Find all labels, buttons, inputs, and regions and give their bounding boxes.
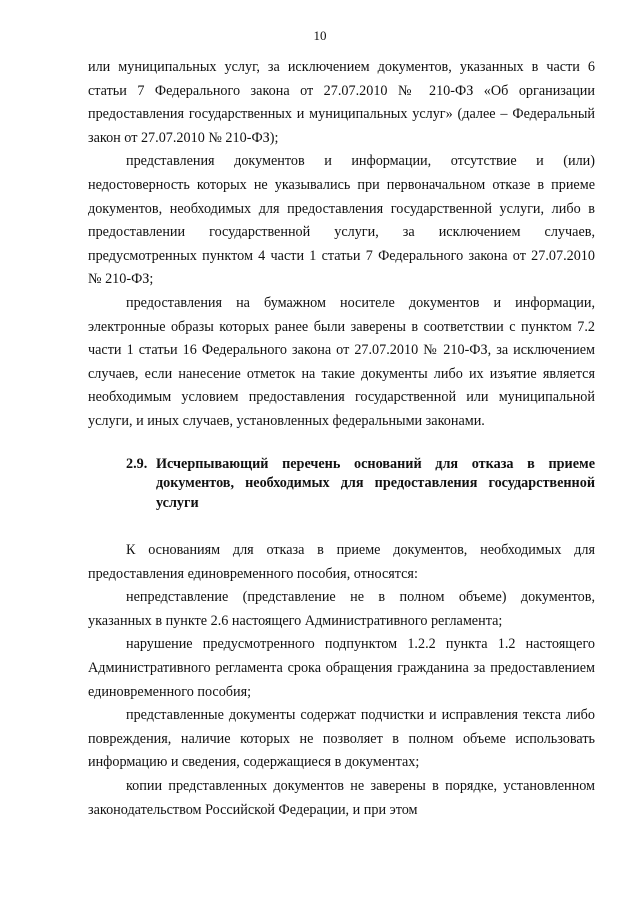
paragraph-documents-information: представления документов и информации, отсутствие и (или) недостоверность которых не указывались при первоначальном отказе в приеме документов, необходимых для предоставления государственной услуги, либо в предоставлении государственной услуги, за исключением случаев, предусмотренных пунктом 4 части 1 статьи 7 Федерального закона от 27.07.2010 № 210-ФЗ; [88, 153, 595, 288]
paragraph-ground-damaged-documents: представленные документы содержат подчистки и исправления текста либо повреждения, наличие которых не позволяет в полном объеме использовать информацию и сведения, содержащиеся в документах; [88, 707, 595, 771]
section-title: Исчерпывающий перечень оснований для отказа в приеме документов, необходимых для предоставления государственной услуги [156, 455, 595, 511]
paragraph-ground-incomplete-documents: непредставление (представление не в полном объеме) документов, указанных в пункте 2.6 настоящего Административного регламента; [88, 589, 595, 629]
document-body [88, 56, 595, 822]
section-heading [88, 455, 595, 514]
page-number: 10 [313, 28, 327, 43]
paragraph-continuation: или муниципальных услуг, за исключением документов, указанных в части 6 статьи 7 Федерального закона от 27.07.2010 № 210-ФЗ «Об организации предоставления государственных и муниципальных услуг» (далее – Федеральный закон от 27.07.2010 № 210-ФЗ); [88, 59, 595, 146]
paragraph-paper-documents: предоставления на бумажном носителе документов и информации, электронные образы которых ранее были заверены в соответствии с пунктом 7.2 части 1 статьи 16 Федерального закона от 27.07.2010 № 210-ФЗ, за исключением случаев, если нанесение отметок на такие документы либо их изъятие является необходимым условием предоставления государственной или муниципальной услуги, и иных случаев, установленных федеральными законами. [88, 294, 595, 429]
paragraph-ground-missed-deadline: нарушение предусмотренного подпунктом 1.2.2 пункта 1.2 настоящего Административного регламента срока обращения гражданина за предоставлением единовременного пособия; [88, 636, 595, 700]
section-number: 2.9. [126, 455, 148, 472]
paragraph-ground-uncertified-copies: копии представленных документов не заверены в порядке, установленном законодательством Российской Федерации, и при этом [88, 777, 595, 818]
paragraph-grounds-intro: К основаниям для отказа в приеме документов, необходимых для предоставления единовременного пособия, относятся: [88, 542, 595, 582]
